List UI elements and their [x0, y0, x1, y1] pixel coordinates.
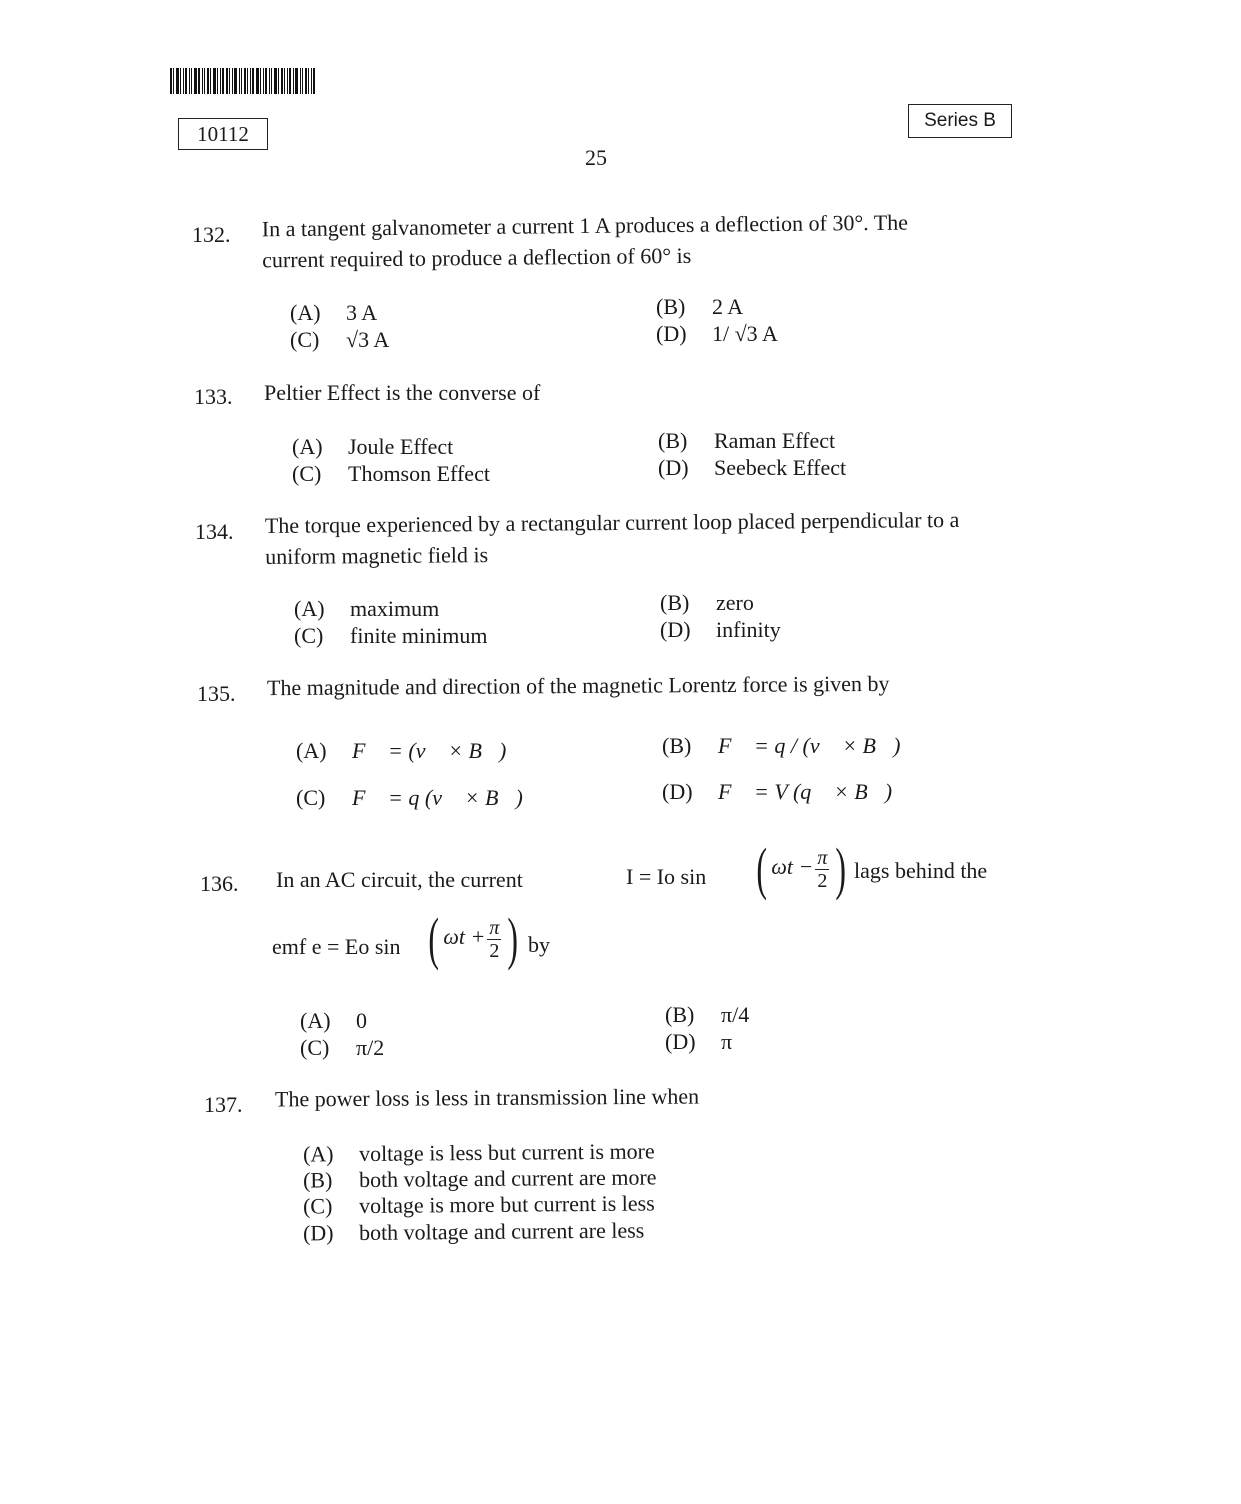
barcode-bar	[239, 68, 240, 94]
barcode-bar	[202, 68, 203, 94]
question-text: The power loss is less in transmission line when	[274, 1083, 700, 1112]
barcode-bar	[207, 68, 209, 94]
barcode-bar	[313, 68, 315, 94]
option-c	[294, 623, 488, 649]
option-text: 1/ √3 A	[712, 321, 778, 346]
series-box: Series B	[908, 104, 1012, 138]
option-text: voltage is more but current is less	[358, 1190, 655, 1219]
option-c	[290, 327, 389, 353]
barcode-bar	[222, 68, 224, 94]
barcode-bar	[189, 68, 190, 94]
barcode-bar	[271, 68, 272, 94]
paper-code-box: 10112	[178, 118, 268, 150]
fraction-denominator: 2	[489, 939, 500, 962]
option-label: (A)	[294, 596, 325, 621]
right-paren: )	[507, 906, 519, 971]
option-label: (A)	[292, 434, 323, 459]
barcode-bar	[194, 68, 197, 94]
barcode-bar	[289, 68, 291, 94]
option-label: (B)	[302, 1167, 333, 1193]
fraction	[487, 917, 501, 962]
option-label: (A)	[300, 1008, 331, 1033]
question-text-line: In a tangent galvanometer a current 1 A produces a deflection of 30°. The	[261, 209, 909, 242]
barcode-bar	[302, 68, 303, 94]
option-d	[658, 455, 846, 481]
option-label: (B)	[665, 1002, 695, 1027]
option-text: voltage is less but current is more	[358, 1138, 655, 1167]
option-text: F⃗ = V (q⃗ × B⃗)	[718, 779, 893, 804]
barcode-bar	[281, 68, 283, 94]
barcode-bar	[198, 68, 200, 94]
option-c	[296, 785, 523, 811]
barcode-bar	[229, 68, 230, 94]
option-c	[303, 1190, 655, 1219]
option-a	[290, 300, 377, 326]
option-a	[292, 434, 453, 460]
option-a	[300, 1008, 367, 1034]
question-text: The magnitude and direction of the magnetic Lorentz force is given by	[266, 670, 890, 701]
option-label: (A)	[296, 738, 327, 763]
left-paren: (	[756, 836, 767, 901]
option-label: (C)	[294, 623, 324, 648]
option-label: (B)	[662, 733, 692, 758]
option-label: (B)	[658, 428, 688, 453]
question-number: 132.	[192, 222, 231, 247]
option-label: (C)	[296, 785, 326, 810]
math-term: ωt +	[443, 924, 486, 950]
option-text: F⃗ = q (v⃗ × B⃗)	[352, 785, 523, 810]
barcode-bar	[170, 68, 172, 94]
option-label: (A)	[302, 1141, 334, 1167]
right-paren: )	[835, 836, 847, 901]
option-text: maximum	[350, 596, 440, 621]
fraction	[815, 847, 829, 892]
barcode-bar	[265, 68, 267, 94]
barcode-bar	[287, 68, 288, 94]
barcode-bar	[191, 68, 192, 94]
option-text: F⃗ = q / (v⃗ × B⃗)	[718, 733, 901, 758]
barcode-bar	[213, 68, 216, 94]
question-number: 134.	[195, 519, 234, 544]
barcode-bar	[278, 68, 279, 94]
option-d	[660, 617, 781, 643]
question-text-part: In an AC circuit, the current	[276, 867, 523, 892]
question-text-part: emf e = Eo sin	[272, 934, 401, 959]
barcode-bar	[176, 68, 179, 94]
option-a	[303, 1138, 655, 1167]
option-text: Raman Effect	[714, 428, 836, 453]
barcode	[170, 68, 350, 94]
barcode-bar	[305, 68, 307, 94]
option-label: (D)	[660, 617, 691, 642]
question-text-part: by	[528, 932, 550, 957]
option-c	[300, 1035, 384, 1061]
option-label: (B)	[656, 294, 686, 319]
barcode-bar	[183, 68, 184, 94]
option-label: (B)	[660, 590, 690, 615]
option-b	[658, 428, 835, 454]
option-c	[292, 461, 490, 487]
option-label: (D)	[302, 1220, 334, 1246]
barcode-bar	[256, 68, 259, 94]
option-d	[662, 779, 892, 805]
barcode-bar	[185, 68, 187, 94]
option-text: both voltage and current are more	[358, 1164, 657, 1193]
option-label: (C)	[300, 1035, 330, 1060]
option-text: Seebeck Effect	[714, 455, 847, 480]
option-text: √3 A	[346, 327, 390, 352]
question-text-line: The torque experienced by a rectangular current loop placed perpendicular to a	[264, 506, 960, 539]
option-text: π/2	[356, 1035, 385, 1060]
barcode-bar	[250, 68, 251, 94]
option-text: 0	[356, 1008, 367, 1033]
barcode-bar	[247, 68, 248, 94]
fraction-denominator: 2	[817, 869, 828, 892]
barcode-bar	[274, 68, 277, 94]
barcode-bar	[226, 68, 228, 94]
question-text-line: uniform magnetic field is	[265, 542, 489, 570]
option-text: π	[721, 1029, 733, 1054]
barcode-bar	[260, 68, 261, 94]
math-expression	[424, 906, 523, 971]
option-b	[656, 294, 743, 320]
option-label: (A)	[290, 300, 321, 325]
question-text: Peltier Effect is the converse of	[264, 380, 541, 405]
question-text-part: lags behind the	[854, 858, 988, 883]
option-label: (D)	[665, 1029, 696, 1054]
barcode-bar	[232, 68, 233, 94]
math-term: ωt −	[771, 854, 814, 880]
option-a	[296, 738, 506, 764]
option-label: (D)	[662, 779, 693, 804]
question-text	[262, 207, 909, 276]
option-b	[662, 733, 900, 759]
option-b	[665, 1002, 749, 1028]
question-text-part: I = Io sin	[626, 864, 707, 889]
barcode-bar	[308, 68, 309, 94]
page-number: 25	[585, 145, 607, 170]
option-text: 3 A	[346, 300, 378, 325]
option-text: both voltage and current are less	[358, 1217, 645, 1245]
question-number: 135.	[197, 681, 236, 706]
barcode-bar	[210, 68, 211, 94]
barcode-bar	[263, 68, 264, 94]
barcode-bar	[241, 68, 242, 94]
question-text	[265, 504, 960, 572]
barcode-bar	[220, 68, 221, 94]
option-label: (C)	[290, 327, 320, 352]
option-label: (D)	[658, 455, 689, 480]
option-label: (D)	[656, 321, 687, 346]
option-label: (C)	[292, 461, 322, 486]
barcode-bar	[180, 68, 181, 94]
option-text: 2 A	[712, 294, 744, 319]
option-text: finite minimum	[350, 623, 488, 648]
option-label: (C)	[302, 1193, 333, 1219]
option-d	[665, 1029, 732, 1055]
barcode-bar	[311, 68, 312, 94]
option-text: π/4	[721, 1002, 750, 1027]
option-text: F⃗ = (v⃗ × B⃗)	[352, 738, 507, 763]
question-number: 136.	[200, 871, 239, 896]
option-d	[656, 321, 778, 347]
barcode-bar	[173, 68, 174, 94]
question-text-line: current required to produce a deflection of 60° is	[262, 242, 692, 273]
barcode-bar	[252, 68, 254, 94]
option-text: Thomson Effect	[348, 461, 490, 486]
barcode-bar	[300, 68, 301, 94]
barcode-bar	[234, 68, 237, 94]
option-text: zero	[716, 590, 754, 615]
option-b	[303, 1164, 657, 1193]
fraction-numerator: π	[817, 846, 828, 869]
option-text: infinity	[716, 617, 781, 642]
left-paren: (	[428, 906, 439, 971]
barcode-bar	[204, 68, 205, 94]
option-a	[294, 596, 439, 622]
barcode-bar	[269, 68, 270, 94]
barcode-bar	[293, 68, 294, 94]
option-b	[660, 590, 754, 616]
fraction-numerator: π	[489, 916, 500, 939]
barcode-bar	[244, 68, 246, 94]
question-number: 133.	[194, 384, 233, 409]
barcode-bar	[295, 68, 298, 94]
barcode-bar	[217, 68, 218, 94]
option-d	[303, 1218, 644, 1247]
math-expression	[752, 836, 851, 901]
barcode-bar	[284, 68, 285, 94]
question-number: 137.	[204, 1092, 243, 1117]
option-text: Joule Effect	[348, 434, 454, 459]
